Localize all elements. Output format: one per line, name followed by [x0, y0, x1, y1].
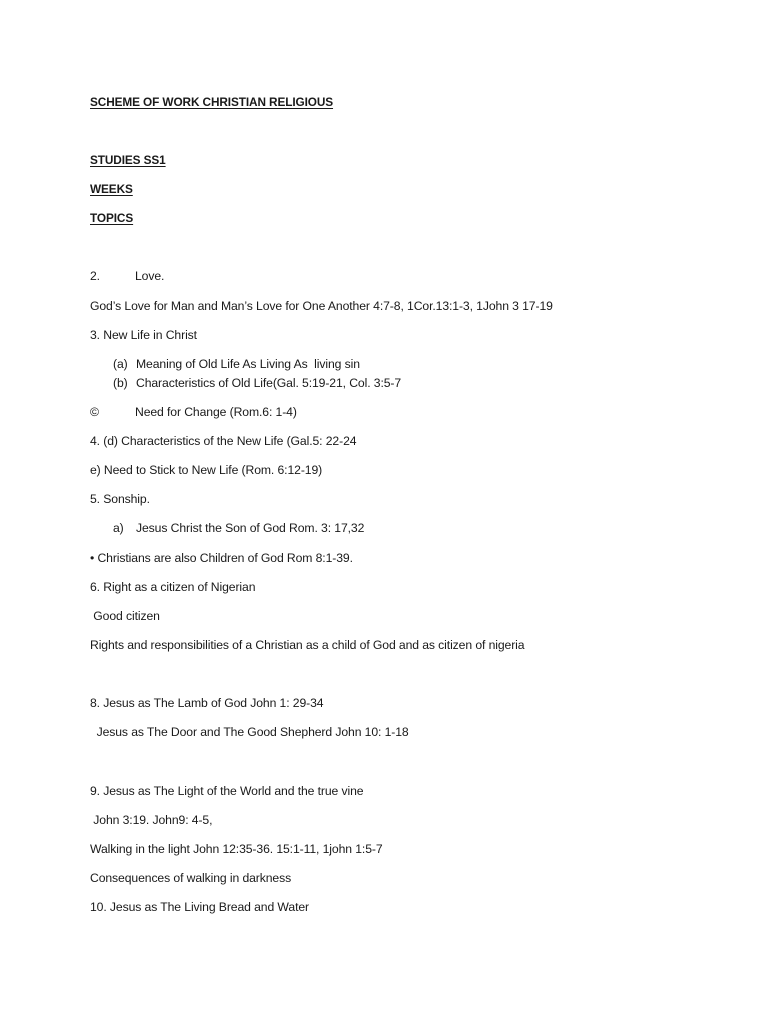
item-9-refs-line: John 3:19. John9: 4-5,: [90, 813, 213, 827]
item-2-text: Love.: [135, 269, 165, 283]
studies-heading: STUDIES SS1: [90, 153, 166, 167]
item-9-line: 9. Jesus as The Light of the World and the true vine: [90, 784, 364, 798]
sub-item-c-label: ©: [90, 405, 99, 419]
weeks-heading: WEEKS: [90, 182, 133, 196]
item-2-line: [90, 268, 164, 284]
good-citizen-line: Good citizen: [90, 609, 160, 623]
sub-item-b-text: Characteristics of Old Life(Gal. 5:19-21, Col. 3:5-7: [136, 376, 402, 390]
item-10-line: 10. Jesus as The Living Bread and Water: [90, 900, 309, 914]
rights-line: Rights and responsibilities of a Christian as a child of God and as citizen of nigeria: [90, 638, 525, 652]
item-3-line: 3. New Life in Christ: [90, 328, 197, 342]
item-5-bullet: • Christians are also Children of God Rom 8:1-39.: [90, 551, 353, 565]
sub-item-a-label: (a): [113, 357, 128, 371]
item-2-number: 2.: [90, 269, 100, 283]
sub-item-a-text: Meaning of Old Life As Living As living sin: [136, 357, 360, 371]
item-5a-text: Jesus Christ the Son of God Rom. 3: 17,32: [136, 521, 365, 535]
sub-item-b-label: (b): [113, 376, 128, 390]
item-4-line: 4. (d) Characteristics of the New Life (Gal.5: 22-24: [90, 434, 357, 448]
walking-light-line: Walking in the light John 12:35-36. 15:1-11, 1john 1:5-7: [90, 842, 383, 856]
item-6-line: 6. Right as a citizen of Nigerian: [90, 580, 256, 594]
document-title: SCHEME OF WORK CHRISTIAN RELIGIOUS: [90, 95, 334, 109]
sub-item-b: [113, 375, 401, 391]
item-5-line: 5. Sonship.: [90, 492, 150, 506]
gods-love-line: God’s Love for Man and Man’s Love for One Another 4:7-8, 1Cor.13:1-3, 1John 3 17-19: [90, 299, 553, 313]
item-5a-label: a): [113, 521, 124, 535]
item-5a: [113, 520, 364, 536]
sub-item-c-text: Need for Change (Rom.6: 1-4): [135, 405, 297, 419]
topics-heading: TOPICS: [90, 211, 134, 225]
item-8b-line: Jesus as The Door and The Good Shepherd John 10: 1-18: [90, 725, 409, 739]
sub-item-a: [113, 356, 360, 372]
item-8-line: 8. Jesus as The Lamb of God John 1: 29-34: [90, 696, 324, 710]
sub-item-c: [90, 404, 297, 420]
darkness-line: Consequences of walking in darkness: [90, 871, 292, 885]
item-4e-line: e) Need to Stick to New Life (Rom. 6:12-19): [90, 463, 323, 477]
